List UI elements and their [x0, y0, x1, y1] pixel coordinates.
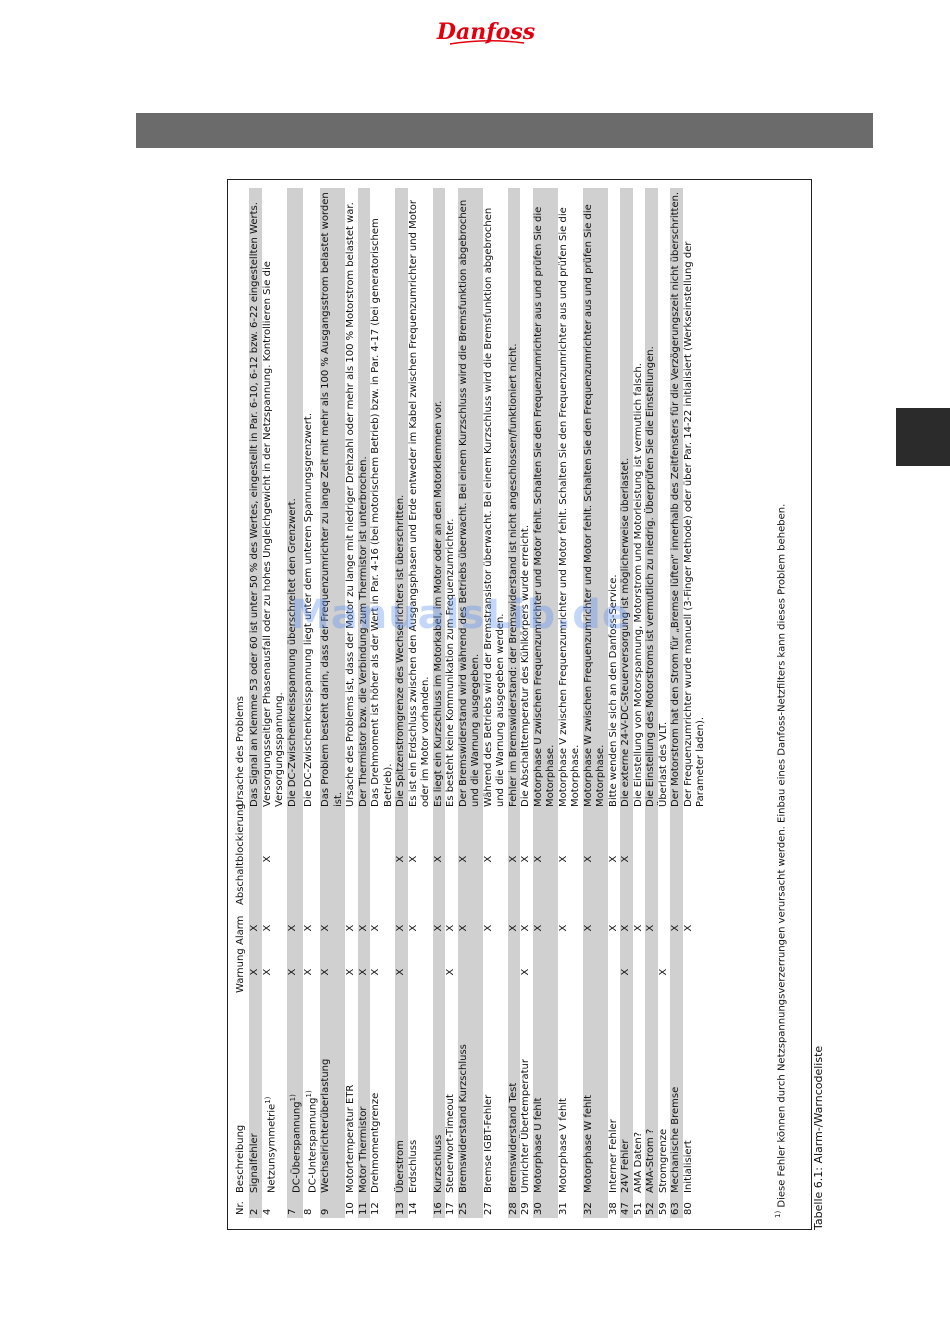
cell-nr: 59: [657, 1202, 669, 1215]
cell-abschaltblockierung: X: [607, 855, 619, 863]
cell-alarm: X: [261, 924, 273, 932]
cell-ursache: Der Frequenzumrichter wurde manuell (3-Finger Methode) oder über Par. 14-22 initialisiert (Werkseinstellung der Parameter laden).: [682, 241, 707, 807]
cell-alarm: X: [645, 908, 658, 948]
cell-beschreibung: Kurzschluss: [433, 996, 446, 1196]
cell-warnung: X: [395, 948, 408, 996]
cell-alarm: X: [520, 924, 532, 932]
cell-nr: 9: [320, 1196, 345, 1218]
table-row: [287, 188, 304, 1218]
cell-abschaltblockierung: [358, 810, 371, 908]
rotated-table-content: [227, 179, 825, 1230]
cell-abschaltblockierung: [658, 810, 671, 908]
cell-abschaltblockierung: X: [533, 810, 558, 908]
cell-warnung: X: [287, 948, 304, 996]
header-warnung: Warnung: [235, 948, 246, 993]
cell-nr: 8: [303, 1208, 315, 1215]
cell-abschaltblockierung: [249, 810, 262, 908]
cell-warnung: X: [320, 948, 345, 996]
cell-abschaltblockierung: [370, 810, 395, 908]
cell-alarm: X: [682, 924, 694, 932]
cell-alarm: X: [508, 908, 521, 948]
cell-beschreibung: Bremse IGBT-Fehler: [482, 1094, 494, 1193]
footnote-ref: 1): [263, 1096, 272, 1104]
cell-ursache: Die externe 24-V-DC-Steuerversorgung ist möglicherweise überlastet.: [620, 188, 633, 810]
cell-nr: 30: [533, 1196, 558, 1218]
table-row: [358, 188, 371, 1218]
cell-abschaltblockierung: [345, 810, 358, 908]
cell-alarm: X: [370, 924, 382, 932]
cell-alarm: X: [320, 908, 345, 948]
table-row: [670, 188, 683, 1218]
cell-abschaltblockierung: X: [458, 810, 483, 908]
cell-warnung: [458, 948, 483, 996]
cell-beschreibung: Steuerwort-Timeout: [445, 1094, 457, 1193]
header-abschaltblockierung: Abschaltblockierung: [235, 803, 246, 905]
cell-nr: 7: [287, 1196, 304, 1218]
cell-warnung: [683, 948, 708, 996]
cell-alarm: X: [395, 908, 408, 948]
cell-beschreibung: Erdschluss: [407, 1139, 419, 1193]
cell-ursache: Motorphase W zwischen Frequenzumrichter und Motor fehlt. Schalten Sie den Frequenzumrichter aus und prüfen Sie die Motorphase.: [583, 188, 608, 810]
chapter-side-tab: [896, 408, 950, 466]
cell-warnung: [645, 948, 658, 996]
table-row: [533, 188, 558, 1218]
cell-beschreibung: Stromgrenze: [657, 1128, 669, 1193]
cell-ursache: Das Signal an Klemme 53 oder 60 ist unter 50 % des Wertes, eingestellt in Par. 6-10, 6-12 bzw. 6-22 eingestellten Werts.: [249, 188, 262, 810]
cell-beschreibung: Überstrom: [395, 996, 408, 1196]
table-header-row: [235, 188, 249, 1218]
cell-ursache: Fehler im Bremswiderstand: der Bremswiderstand ist nicht angeschlossen/funktioniert nicht.: [508, 188, 521, 810]
cell-nr: 25: [458, 1196, 483, 1218]
cell-nr: 27: [482, 1202, 494, 1215]
cell-alarm: X: [249, 908, 262, 948]
cell-nr: 4: [261, 1208, 273, 1215]
cell-nr: 31: [557, 1202, 569, 1215]
cell-ursache: Überlast des VLT.: [657, 721, 669, 807]
watermark: ManualsLib.de: [290, 592, 631, 638]
cell-alarm: X: [345, 924, 357, 932]
cell-ursache: Die Abschalttemperatur des Kühlkörpers wurde erreicht.: [520, 524, 532, 807]
table-row: [345, 188, 358, 1218]
cell-ursache: Ursache des Problems ist, dass der Motor zu lange mit niedriger Drehzahl oder mehr als 100 % Motorstrom belastet war.: [345, 202, 357, 807]
cell-alarm: X: [303, 924, 315, 932]
cell-warnung: X: [657, 968, 669, 976]
table-row: [558, 188, 583, 1218]
cell-nr: 29: [520, 1202, 532, 1215]
table-row: [608, 188, 621, 1218]
cell-beschreibung: Motorphase W fehlt: [583, 996, 608, 1196]
cell-beschreibung: Mechanische Bremse: [670, 996, 683, 1196]
cell-alarm: [658, 908, 671, 948]
table-row: [249, 188, 262, 1218]
cell-abschaltblockierung: [303, 810, 320, 908]
table-row: [620, 188, 633, 1218]
cell-alarm: X: [482, 924, 494, 932]
cell-nr: 47: [620, 1196, 633, 1218]
header-nr: Nr.: [235, 1201, 246, 1215]
cell-abschaltblockierung: X: [395, 810, 408, 908]
cell-warnung: X: [620, 948, 633, 996]
table-row: [370, 188, 395, 1218]
cell-beschreibung: Bremswiderstand Test: [508, 996, 521, 1196]
cell-nr: 10: [345, 1202, 357, 1215]
danfoss-logo: [436, 14, 536, 50]
cell-warnung: [408, 948, 433, 996]
table-row: [508, 188, 521, 1218]
cell-alarm: X: [670, 908, 683, 948]
table-row: [645, 188, 658, 1218]
cell-beschreibung: DC-Unterspannung$^{1)}$: [305, 1090, 319, 1193]
cell-beschreibung: Motorphase V fehlt: [557, 1098, 569, 1193]
table-row: [320, 188, 345, 1218]
cell-nr: 14: [407, 1202, 419, 1215]
footnote-mark: 1): [774, 1210, 782, 1218]
cell-alarm: X: [458, 908, 483, 948]
cell-beschreibung: Wechselrichterüberlastung: [320, 996, 345, 1196]
cell-nr: 32: [583, 1196, 608, 1218]
footnote-ref: 1): [288, 1094, 297, 1102]
cell-alarm: X: [632, 924, 644, 932]
footnote: [772, 188, 788, 1218]
cell-ursache: Die Einstellung von Motorspannung, Motorstrom und Motorleistung ist vermutlich falsch.: [632, 363, 644, 807]
cell-warnung: X: [370, 968, 382, 976]
table-body: [249, 188, 708, 1218]
table-row: [303, 188, 320, 1218]
cell-abschaltblockierung: [287, 810, 304, 908]
cell-nr: 52: [645, 1196, 658, 1218]
cell-ursache: Bitte wenden Sie sich an den Danfoss-Service.: [607, 574, 619, 807]
cell-beschreibung: Motor Thermistor: [358, 996, 371, 1196]
chapter-header-bar: [136, 113, 873, 148]
cell-beschreibung: AMA Daten?: [632, 1131, 644, 1193]
cell-nr: 16: [433, 1196, 446, 1218]
alarm-code-table: [235, 188, 708, 1218]
cell-warnung: X: [303, 968, 315, 976]
cell-beschreibung: Motorphase U fehlt: [533, 996, 558, 1196]
cell-ursache: Der Bremswiderstand wird während des Betriebs überwacht. Bei einem Kurzschluss wird die Bremsfunktion abgebrochen und die Warnung ausgegeben.: [458, 188, 483, 810]
cell-nr: 17: [445, 1202, 457, 1215]
table-row: [658, 188, 671, 1218]
cell-ursache: Das Drehmoment ist höher als der Wert in Par. 4-16 (bei motorischem Betrieb) bzw. in Par. 4-17 (bei generatorischem Betrieb).: [370, 218, 394, 807]
table-row: [262, 188, 287, 1218]
cell-alarm: X: [287, 908, 304, 948]
cell-warnung: [483, 948, 508, 996]
table-row: [683, 188, 708, 1218]
cell-warnung: X: [249, 948, 262, 996]
cell-ursache: Motorphase U zwischen Frequenzumrichter und Motor fehlt. Schalten Sie den Frequenzumrichter aus und prüfen Sie die Motorphase.: [533, 188, 558, 810]
cell-abschaltblockierung: X: [508, 810, 521, 908]
table-row: [633, 188, 646, 1218]
cell-warnung: [533, 948, 558, 996]
footnote-text: Diese Fehler können durch Netzspannungsverzerrungen verursacht werden. Einbau eines Danfoss-Netzfilters kann dieses Problem beheben.: [776, 503, 788, 1211]
cell-warnung: X: [261, 968, 273, 976]
cell-abschaltblockierung: X: [433, 810, 446, 908]
cell-abschaltblockierung: X: [557, 855, 569, 863]
cell-ursache: Die Einstellung des Motorstroms ist vermutlich zu niedrig. Überprüfen Sie die Einstellungen.: [645, 188, 658, 810]
cell-nr: 11: [358, 1196, 371, 1218]
cell-abschaltblockierung: [683, 810, 708, 908]
cell-warnung: [433, 948, 446, 996]
header-beschreibung: Beschreibung: [235, 1124, 246, 1193]
cell-ursache: Der Motorstrom hat den Strom für „Bremse lüften“ innerhalb des Zeitfensters für die Verzögerungszeit nicht überschritten.: [670, 188, 683, 810]
cell-warnung: [633, 948, 646, 996]
cell-nr: 51: [632, 1202, 644, 1215]
header-ursache: Ursache des Problems: [235, 696, 246, 807]
cell-abschaltblockierung: [645, 810, 658, 908]
cell-abschaltblockierung: X: [583, 810, 608, 908]
cell-nr: 38: [607, 1202, 619, 1215]
cell-ursache: Das Problem besteht darin, dass der Frequenzumrichter zu lange Zeit mit mehr als 100 % Ausgangsstrom belastet worden ist.: [320, 188, 345, 810]
cell-warnung: X: [358, 948, 371, 996]
cell-nr: 2: [249, 1196, 262, 1218]
cell-ursache: Es liegt ein Kurzschluss im Motorkabel, im Motor oder an den Motorklemmen vor.: [433, 188, 446, 810]
header-alarm: Alarm: [235, 915, 246, 945]
cell-warnung: [508, 948, 521, 996]
footnote-ref: 1): [305, 1090, 314, 1098]
cell-ursache: Der Thermistor bzw. die Verbindung zum Thermistor ist unterbrochen.: [358, 188, 371, 810]
cell-ursache: Die DC-Zwischenkreisspannung überschreitet den Grenzwert.: [287, 188, 304, 810]
cell-abschaltblockierung: [445, 810, 458, 908]
cell-ursache: Während des Betriebs wird der Bremstransistor überwacht. Bei einem Kurzschluss wird die Bremsfunktion abgebrochen und die Warnung ausgegeben werden.: [482, 207, 507, 807]
cell-alarm: X: [433, 908, 446, 948]
cell-warnung: X: [345, 968, 357, 976]
table-row: [433, 188, 446, 1218]
cell-ursache: Die Spitzenstromgrenze des Wechselrichters ist überschritten.: [395, 188, 408, 810]
cell-nr: 63: [670, 1196, 683, 1218]
cell-nr: 13: [395, 1196, 408, 1218]
cell-abschaltblockierung: X: [620, 810, 633, 908]
cell-warnung: [670, 948, 683, 996]
cell-beschreibung: Signalfehler: [249, 996, 262, 1196]
cell-beschreibung: Umrichter Übertemperatur: [520, 1058, 532, 1193]
table-row: [395, 188, 408, 1218]
cell-beschreibung: AMA-Strom ?: [645, 996, 658, 1196]
cell-beschreibung: Netzunsymmetrie$^{1)}$: [263, 1096, 277, 1193]
cell-alarm: X: [407, 924, 419, 932]
cell-ursache: Die DC-Zwischenkreisspannung liegt unter dem unteren Spannungsgrenzwert.: [303, 412, 315, 807]
cell-nr: 28: [508, 1196, 521, 1218]
svg-text:Danfoss: Danfoss: [436, 19, 536, 45]
cell-warnung: X: [520, 968, 532, 976]
cell-warnung: [583, 948, 608, 996]
cell-beschreibung: Drehmomentgrenze: [370, 1092, 382, 1193]
cell-alarm: X: [620, 908, 633, 948]
cell-ursache: Versorgungsseitiger Phasenausfall oder zu hohes Ungleichgewicht in der Netzspannung. Kontrollieren Sie die Versorgungsspannung.: [261, 261, 285, 807]
cell-nr: 80: [682, 1202, 694, 1215]
cell-beschreibung: Interner Fehler: [607, 1119, 619, 1193]
cell-alarm: X: [358, 908, 371, 948]
cell-abschaltblockierung: [320, 810, 345, 908]
cell-abschaltblockierung: X: [520, 855, 532, 863]
cell-ursache: Es ist ein Erdschluss zwischen den Ausgangsphasen und Erde entweder im Kabel zwischen Frequenzumrichter und Motor oder im Motor vorhanden.: [407, 199, 432, 807]
cell-alarm: X: [557, 924, 569, 932]
table-caption: Tabelle 6.1: Alarm-/Warncodeliste: [812, 1045, 825, 1230]
table-row: [520, 188, 533, 1218]
cell-beschreibung: Initialisiert: [682, 1140, 694, 1193]
cell-abschaltblockierung: [633, 810, 646, 908]
cell-alarm: X: [533, 908, 558, 948]
table-row: [445, 188, 458, 1218]
cell-nr: 12: [370, 1202, 382, 1215]
table-row: [483, 188, 508, 1218]
cell-abschaltblockierung: X: [261, 855, 273, 863]
cell-alarm: X: [583, 908, 608, 948]
table-row: [583, 188, 608, 1218]
cell-beschreibung: DC-Überspannung$^{1)}$: [287, 996, 304, 1196]
cell-beschreibung: Bremswiderstand Kurzschluss: [458, 996, 483, 1196]
cell-abschaltblockierung: [670, 810, 683, 908]
cell-warnung: [558, 948, 583, 996]
cell-ursache: Es besteht keine Kommunikation zum Frequenzumrichter.: [445, 518, 457, 807]
cell-warnung: [608, 948, 621, 996]
cell-alarm: X: [607, 924, 619, 932]
cell-alarm: X: [445, 924, 457, 932]
table-row: [458, 188, 483, 1218]
cell-ursache: Motorphase V zwischen Frequenzumrichter und Motor fehlt. Schalten Sie den Frequenzumrichter aus und prüfen Sie die Motorphase.: [557, 207, 582, 807]
table-row: [408, 188, 433, 1218]
cell-abschaltblockierung: X: [407, 855, 419, 863]
cell-beschreibung: 24V Fehler: [620, 996, 633, 1196]
cell-beschreibung: Motortemperatur ETR: [345, 1084, 357, 1193]
cell-abschaltblockierung: X: [482, 855, 494, 863]
cell-warnung: X: [445, 968, 457, 976]
